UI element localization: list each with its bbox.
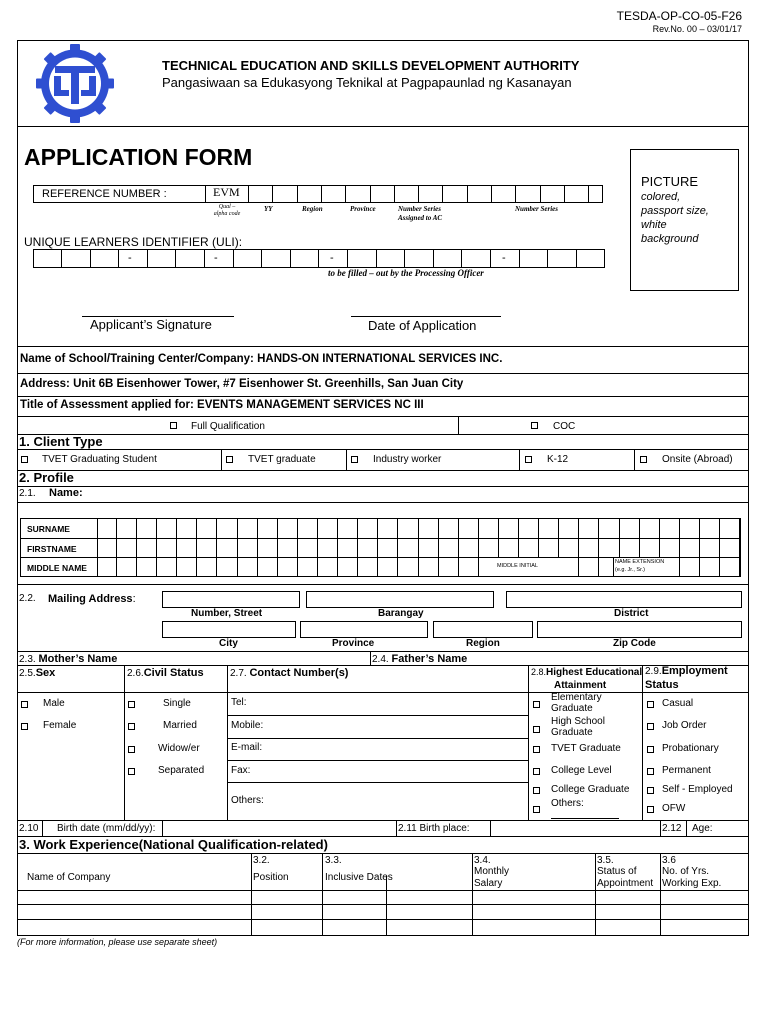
name-cell-divider	[418, 518, 419, 577]
name-cell-divider	[196, 518, 197, 577]
emp-ofw-checkbox[interactable]	[647, 806, 654, 813]
zip-input[interactable]	[537, 621, 742, 638]
emp-job-order-label: Job Order	[662, 720, 707, 731]
full-qualification-label: Full Qualification	[191, 421, 265, 432]
civil-status-heading: 2.6.Civil Status	[127, 667, 204, 679]
assessment-row: Title of Assessment applied for: EVENTS MANAGEMENT SERVICES NC III	[20, 399, 424, 411]
caption-region: Region	[302, 205, 323, 213]
name-cell-divider	[156, 518, 157, 577]
reference-cell-divider	[370, 185, 371, 203]
tesda-logo	[23, 44, 127, 123]
fax-field[interactable]: Fax:	[231, 765, 251, 776]
edu-elementary-label: Elementary Graduate	[551, 692, 602, 714]
reference-cell-divider	[442, 185, 443, 203]
col-years: No. of Yrs. Working Exp.	[662, 866, 722, 889]
name-label: Name:	[49, 487, 83, 499]
married-label: Married	[163, 720, 197, 731]
city-input[interactable]	[162, 621, 296, 638]
male-checkbox[interactable]	[21, 701, 28, 708]
widow-label: Widow/er	[158, 743, 200, 754]
uli-cell-divider	[147, 249, 148, 268]
address-value: Unit 6B Eisenhower Tower, #7 Eisenhower St. Greenhills, San Juan City	[73, 378, 464, 390]
father-row[interactable]: 2.4. Father’s Name	[372, 653, 468, 665]
date-of-application-label: Date of Application	[368, 318, 477, 333]
middle-initial-label: MIDDLE INITIAL	[497, 563, 538, 569]
reference-cell-divider	[272, 185, 273, 203]
uli-cell-divider	[233, 249, 234, 268]
mailing-label: Mailing Address:	[48, 593, 136, 605]
uli-note: to be filled – out by the Processing Officer	[328, 268, 484, 278]
form-code: TESDA-OP-CO-05-F26	[616, 9, 742, 23]
reference-cell-divider	[345, 185, 346, 203]
female-label: Female	[43, 720, 77, 731]
age-field[interactable]: Age:	[692, 823, 713, 834]
education-heading-2: Attainment	[554, 680, 607, 691]
col-dates-num: 3.3.	[325, 855, 342, 866]
married-checkbox[interactable]	[128, 723, 135, 730]
reference-cell-divider	[321, 185, 322, 203]
picture-note-3: white	[641, 219, 667, 231]
name-cell-divider	[679, 518, 680, 577]
tvet-graduate-label: TVET graduate	[248, 454, 316, 465]
reference-cell-divider	[564, 185, 565, 203]
onsite-abroad-checkbox[interactable]	[640, 456, 647, 463]
birthplace-field[interactable]: 2.11 Birth place:	[398, 823, 470, 834]
edu-highschool-checkbox[interactable]	[533, 726, 540, 733]
k12-checkbox[interactable]	[525, 456, 532, 463]
uli-dash-1: -	[128, 252, 132, 264]
name-cell-divider	[317, 518, 318, 577]
caption-yy: YY	[264, 205, 273, 213]
birthdate-field[interactable]: Birth date (mm/dd/yy):	[57, 823, 156, 834]
agency-name-filipino: Pangasiwaan sa Edukasyong Teknikal at Pagpapaunlad ng Kasanayan	[162, 75, 572, 90]
client-type-heading: 1. Client Type	[19, 434, 103, 449]
uli-cell-divider	[461, 249, 462, 268]
col-status: Status of Appointment	[597, 866, 654, 889]
school-name-value: HANDS-ON INTERNATIONAL SERVICES INC.	[257, 353, 503, 365]
education-heading: 2.8.Highest Educational	[531, 667, 643, 678]
reference-cell-divider	[540, 185, 541, 203]
col-position-num: 3.2.	[253, 855, 270, 866]
district-caption: District	[614, 608, 649, 619]
reference-number-label: REFERENCE NUMBER :	[42, 188, 167, 200]
edu-college-graduate-label: College Graduate	[551, 784, 630, 795]
onsite-abroad-label: Onsite (Abroad)	[662, 454, 733, 465]
picture-note-4: background	[641, 233, 699, 245]
work-experience-heading: 3. Work Experience(National Qualification-related)	[19, 837, 328, 852]
name-cell-divider	[297, 518, 298, 577]
name-cell-divider	[397, 518, 398, 577]
number-street-caption: Number, Street	[191, 608, 263, 619]
reference-cell-divider	[418, 185, 419, 203]
date-line[interactable]	[351, 316, 501, 317]
edu-college-level-checkbox[interactable]	[533, 768, 540, 775]
province-input[interactable]	[300, 621, 428, 638]
reference-prefix: EVM	[213, 185, 240, 199]
edu-others-line[interactable]	[551, 818, 619, 819]
name-cell-divider	[237, 518, 238, 577]
name-cell-divider	[458, 518, 459, 577]
emp-probationary-checkbox[interactable]	[647, 746, 654, 753]
employment-heading: 2.9.Employment	[645, 665, 728, 677]
profile-heading: 2. Profile	[19, 470, 74, 485]
uli-cell-divider	[519, 249, 520, 268]
tvet-graduate-checkbox[interactable]	[226, 456, 233, 463]
age-num: 2.12	[662, 823, 682, 834]
single-label: Single	[163, 698, 191, 709]
separated-label: Separated	[158, 765, 205, 776]
coc-label: COC	[553, 421, 576, 432]
name-cell-divider	[438, 518, 439, 577]
name-cell-divider	[337, 518, 338, 577]
province-caption: Province	[332, 638, 375, 649]
widow-checkbox[interactable]	[128, 746, 135, 753]
uli-label: UNIQUE LEARNERS IDENTIFIER (ULI):	[24, 235, 243, 249]
uli-cell-divider	[576, 249, 577, 268]
emp-permanent-checkbox[interactable]	[647, 768, 654, 775]
name-cell-divider	[257, 518, 258, 577]
reference-cell-divider	[515, 185, 516, 203]
name-cell-divider	[578, 518, 579, 577]
reference-cell-divider	[467, 185, 468, 203]
zip-caption: Zip Code	[613, 638, 656, 649]
address-row: Address: Unit 6B Eisenhower Tower, #7 Eisenhower St. Greenhills, San Juan City	[20, 378, 464, 390]
uli-dash-3: -	[330, 252, 334, 264]
emp-casual-label: Casual	[662, 698, 694, 709]
name-cell-divider	[176, 518, 177, 577]
uli-cell-divider	[433, 249, 434, 268]
uli-cell-divider	[376, 249, 377, 268]
emp-permanent-label: Permanent	[662, 765, 711, 776]
caption-province: Province	[350, 205, 376, 213]
name-cell-divider	[739, 518, 740, 577]
edu-tvet-checkbox[interactable]	[533, 746, 540, 753]
reference-cell-divider	[491, 185, 492, 203]
agency-name: TECHNICAL EDUCATION AND SKILLS DEVELOPMENT AUTHORITY	[162, 58, 580, 73]
email-field[interactable]: E-mail:	[231, 742, 263, 753]
name-cell-divider	[377, 518, 378, 577]
name-cell-divider	[277, 518, 278, 577]
tvet-graduating-label: TVET Graduating Student	[42, 454, 157, 465]
name-cell-divider	[116, 518, 117, 577]
single-checkbox[interactable]	[128, 701, 135, 708]
birthdate-num: 2.10	[19, 823, 39, 834]
col-years-num: 3.6	[662, 855, 676, 866]
emp-self-employed-label: Self - Employed	[662, 784, 733, 795]
col-salary: Monthly Salary	[474, 866, 510, 889]
barangay-caption: Barangay	[378, 608, 424, 619]
coc-checkbox[interactable]	[531, 422, 538, 429]
col-position: Position	[253, 872, 289, 883]
mother-row[interactable]: 2.3. Mother’s Name	[19, 653, 118, 665]
edu-college-graduate-checkbox[interactable]	[533, 787, 540, 794]
full-qualification-checkbox[interactable]	[170, 422, 177, 429]
emp-probationary-label: Probationary	[662, 743, 719, 754]
uli-cell-divider	[347, 249, 348, 268]
emp-self-employed-checkbox[interactable]	[647, 787, 654, 794]
reference-cell-divider	[588, 185, 589, 203]
barangay-input[interactable]	[306, 591, 494, 608]
name-cell-divider	[598, 518, 599, 577]
middlename-label: MIDDLE NAME	[27, 563, 87, 573]
reference-cell-divider	[248, 185, 249, 203]
female-checkbox[interactable]	[21, 723, 28, 730]
uli-cell-divider	[290, 249, 291, 268]
industry-worker-label: Industry worker	[373, 454, 442, 465]
uli-cell-divider	[261, 249, 262, 268]
col-dates: Inclusive Dates	[325, 872, 393, 883]
k12-label: K-12	[547, 454, 569, 465]
emp-casual-checkbox[interactable]	[647, 701, 654, 708]
uli-cell-divider	[604, 249, 605, 268]
col-status-num: 3.5.	[597, 855, 614, 866]
city-caption: City	[219, 638, 238, 649]
applicant-signature-label: Applicant’s Signature	[90, 317, 212, 332]
mailing-num: 2.2.	[19, 593, 36, 604]
col-company: Name of Company	[27, 872, 111, 883]
street-input[interactable]	[162, 591, 300, 608]
picture-note-1: colored,	[641, 191, 681, 203]
sex-heading: 2.5.Sex	[19, 667, 56, 679]
region-caption: Region	[466, 638, 500, 649]
edu-others-label: Others:	[551, 798, 584, 809]
revision-number: Rev.No. 00 – 03/01/17	[652, 24, 742, 34]
uli-cell-divider	[61, 249, 62, 268]
edu-college-level-label: College Level	[551, 765, 612, 776]
name-cell-divider	[357, 518, 358, 577]
others-contact-field[interactable]: Others:	[231, 795, 264, 806]
reference-cell-divider	[394, 185, 395, 203]
edu-highschool-label: High School Graduate	[551, 716, 605, 738]
assessment-value: EVENTS MANAGEMENT SERVICES NC III	[197, 399, 424, 411]
caption-number-series: Number Series	[515, 205, 558, 213]
work-footnote: (For more information, please use separate sheet)	[17, 937, 218, 947]
contact-heading: 2.7. Contact Number(s)	[230, 667, 349, 679]
caption-qual: Qual – alpha code	[213, 204, 241, 217]
firstname-label: FIRSTNAME	[27, 544, 77, 554]
emp-job-order-checkbox[interactable]	[647, 723, 654, 730]
edu-elementary-checkbox[interactable]	[533, 701, 540, 708]
tel-field[interactable]: Tel:	[231, 697, 247, 708]
name-cell-divider	[97, 518, 98, 577]
name-num: 2.1.	[19, 488, 36, 499]
employment-heading-2: Status	[645, 679, 679, 691]
name-cell-divider	[216, 518, 217, 577]
uli-cell-divider	[90, 249, 91, 268]
school-name-row: Name of School/Training Center/Company: HANDS-ON INTERNATIONAL SERVICES INC.	[20, 353, 503, 365]
edu-others-checkbox[interactable]	[533, 806, 540, 813]
region-input[interactable]	[433, 621, 533, 638]
district-input[interactable]	[506, 591, 742, 608]
uli-cell-divider	[404, 249, 405, 268]
tvet-graduating-checkbox[interactable]	[21, 456, 28, 463]
name-cell-divider	[478, 518, 479, 577]
name-extension-label: NAME EXTENSION	[615, 559, 665, 565]
uli-dash-2: -	[214, 252, 218, 264]
surname-label: SURNAME	[27, 524, 70, 534]
name-extension-example: (e.g. Jr., Sr.)	[615, 567, 645, 573]
uli-cell-divider	[118, 249, 119, 268]
uli-cell-divider	[175, 249, 176, 268]
mobile-field[interactable]: Mobile:	[231, 720, 264, 731]
name-cell-divider	[136, 518, 137, 577]
picture-title: PICTURE	[641, 174, 699, 189]
reference-cell-divider	[297, 185, 298, 203]
header-divider	[17, 126, 749, 127]
uli-cell-divider	[204, 249, 205, 268]
col-salary-num: 3.4.	[474, 855, 491, 866]
edu-tvet-label: TVET Graduate	[551, 743, 621, 754]
uli-cell-divider	[318, 249, 319, 268]
uli-cell-divider	[490, 249, 491, 268]
caption-number-series-ac: Number Series Assigned to AC	[398, 205, 443, 222]
picture-note-2: passport size,	[641, 205, 709, 217]
uli-dash-4: -	[502, 252, 506, 264]
separated-checkbox[interactable]	[128, 768, 135, 775]
form-title: APPLICATION FORM	[24, 144, 253, 170]
industry-worker-checkbox[interactable]	[351, 456, 358, 463]
male-label: Male	[43, 698, 65, 709]
name-cell-divider	[719, 518, 720, 577]
emp-ofw-label: OFW	[662, 803, 686, 814]
uli-cell-divider	[547, 249, 548, 268]
name-cell-divider	[699, 518, 700, 577]
